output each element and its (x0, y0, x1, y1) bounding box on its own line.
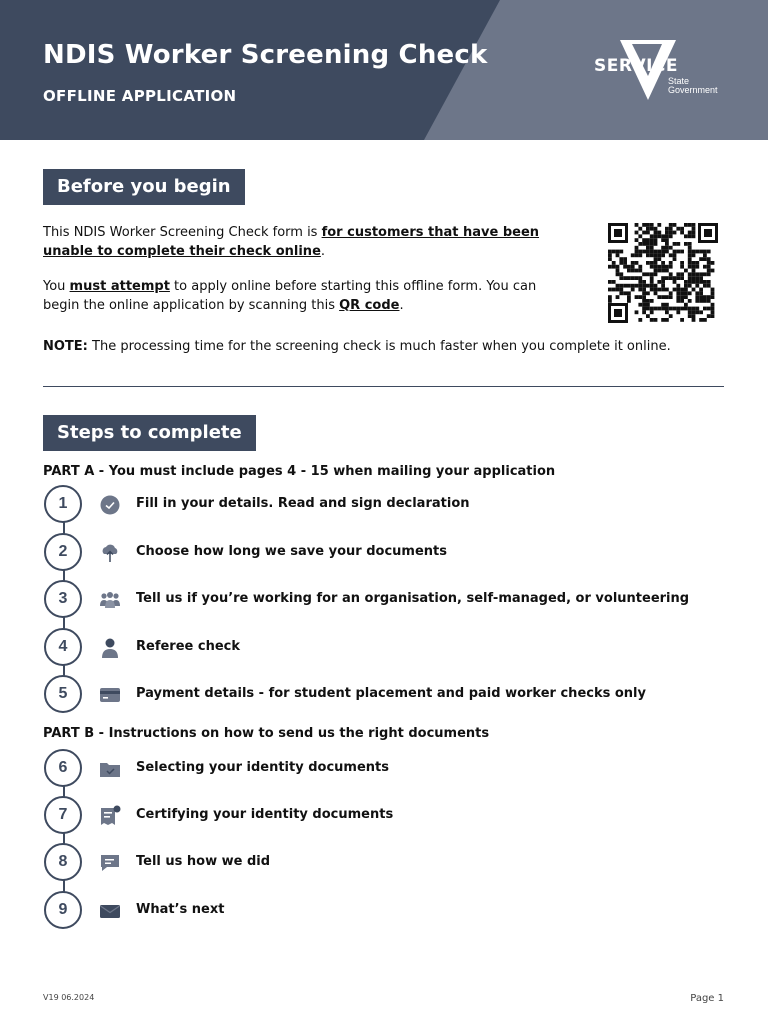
step-label: Fill in your details. Read and sign declaration (136, 496, 470, 511)
section-title-steps: Steps to complete (43, 415, 256, 451)
cloud-upload-icon (99, 542, 121, 564)
step-8 (44, 843, 724, 883)
step-number: 8 (44, 843, 82, 881)
step-4 (44, 628, 724, 668)
step-1 (44, 485, 724, 525)
step-number: 2 (44, 533, 82, 571)
attempt-paragraph: You must attempt to apply online before starting this offline form. You can begin the online application by scanning this QR code. (43, 279, 537, 313)
note-label: NOTE: (43, 339, 88, 354)
step-label: Selecting your identity documents (136, 760, 389, 775)
step-label: Choose how long we save your documents (136, 544, 447, 559)
online-emphasis: for customers that have been unable to complete their check online (43, 225, 540, 259)
certificate-icon (99, 805, 121, 827)
section-divider (43, 386, 724, 387)
folder-check-icon (99, 758, 121, 780)
section-title-before: Before you begin (43, 169, 245, 205)
step-number: 4 (44, 628, 82, 666)
qr-code-link[interactable]: QR code (339, 297, 400, 313)
credit-card-icon (99, 684, 121, 706)
step-label: What’s next (136, 902, 225, 917)
logo-subtext: State Government (668, 76, 718, 95)
step-7 (44, 796, 724, 836)
logo-text: SERVICE (594, 56, 679, 76)
service-victoria-logo (592, 40, 732, 102)
step-label: Payment details - for student placement and paid worker checks only (136, 686, 646, 701)
step-label: Certifying your identity documents (136, 807, 394, 822)
step-2 (44, 533, 724, 573)
step-number: 1 (44, 485, 82, 523)
step-3 (44, 580, 724, 620)
envelope-icon (99, 900, 121, 922)
step-label: Tell us how we did (136, 854, 271, 869)
document-title: NDIS Worker Screening Check (43, 40, 488, 70)
must-attempt-emphasis: must attempt (69, 279, 170, 294)
part-a-heading: PART A - You must include pages 4 - 15 when mailing your application (43, 464, 556, 479)
chat-icon (99, 852, 121, 874)
page-number: Page 1 (690, 993, 724, 1004)
header-banner (0, 0, 768, 140)
document-subtitle: OFFLINE APPLICATION (43, 87, 237, 105)
intro-paragraph: This NDIS Worker Screening Check form is for customers that have been unable to complete their check online. (43, 225, 540, 259)
step-number: 7 (44, 796, 82, 834)
qr-code-icon[interactable] (606, 221, 720, 325)
note-paragraph: NOTE: The processing time for the screening check is much faster when you complete it online. (43, 339, 671, 354)
group-icon (99, 589, 121, 611)
version-label: V19 06.2024 (43, 993, 95, 1002)
step-label: Referee check (136, 639, 240, 654)
check-circle-icon (99, 494, 121, 516)
person-icon (99, 637, 121, 659)
step-number: 5 (44, 675, 82, 713)
step-number: 6 (44, 749, 82, 787)
step-number: 9 (44, 891, 82, 929)
step-number: 3 (44, 580, 82, 618)
step-6 (44, 749, 724, 789)
step-9 (44, 891, 724, 931)
part-b-heading: PART B - Instructions on how to send us the right documents (43, 726, 490, 741)
step-label: Tell us if you’re working for an organisation, self-managed, or volunteering (136, 591, 690, 606)
step-5 (44, 675, 724, 715)
